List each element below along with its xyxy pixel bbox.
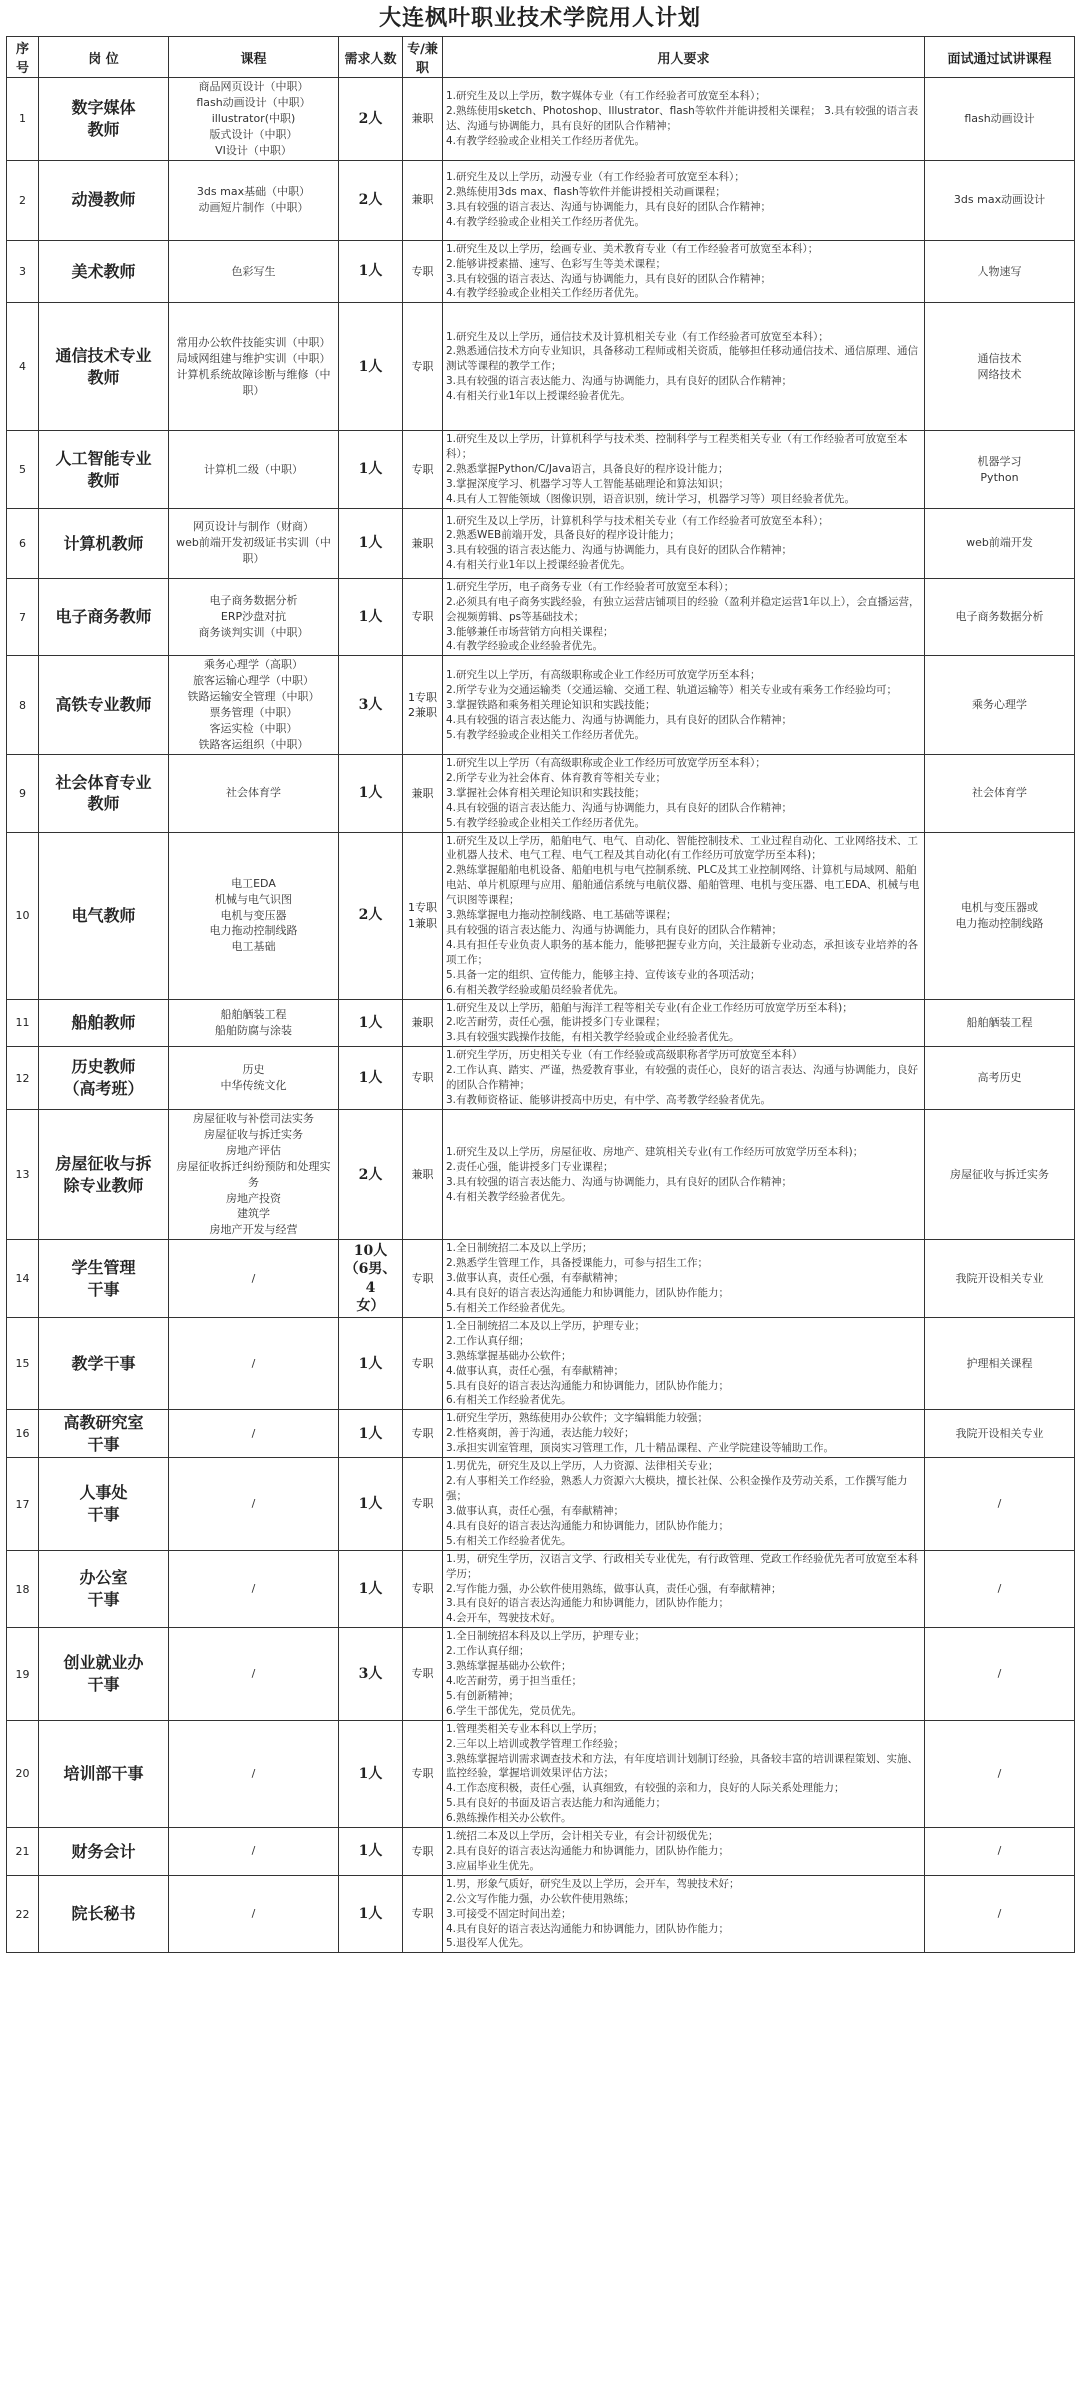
course-list: / [169, 1628, 339, 1720]
row-no: 15 [7, 1317, 39, 1409]
table-body [7, 78, 1075, 1953]
post-name: 院长秘书 [39, 1875, 169, 1953]
job-type: 专职 [403, 1828, 443, 1876]
post-name: 高铁专业教师 [39, 656, 169, 755]
post-name: 财务会计 [39, 1828, 169, 1876]
job-type: 专职 [403, 1240, 443, 1318]
course-list: / [169, 1458, 339, 1550]
job-type: 专职 [403, 1875, 443, 1953]
post-name: 人工智能专业 教师 [39, 431, 169, 509]
requirements: 1.全日制统招二本及以上学历，护理专业； 2.工作认真仔细； 3.熟练掌握基础办公软件； 4.做事认真，责任心强，有奉献精神； 5.具有良好的语言表达沟通能力和协调能力，团队协作能力； 6.有相关工作经验者优先。 [443, 1317, 925, 1409]
job-type: 兼职 [403, 999, 443, 1047]
demo-course: 社会体育学 [925, 755, 1075, 833]
row-no: 1 [7, 78, 39, 161]
course-list: 船舶舾装工程 船舶防腐与涂装 [169, 999, 339, 1047]
headcount: 2人 [339, 832, 403, 999]
demo-course: 电子商务数据分析 [925, 578, 1075, 656]
course-list: 色彩写生 [169, 240, 339, 303]
table-row [7, 1047, 1075, 1110]
col-header-demo-course: 面试通过试讲课程 [925, 37, 1075, 78]
row-no: 12 [7, 1047, 39, 1110]
row-no: 22 [7, 1875, 39, 1953]
table-row [7, 1109, 1075, 1240]
requirements: 1.男，研究生学历，汉语言文学、行政相关专业优先，有行政管理、党政工作经验优先者可放宽至本科学历； 2.写作能力强，办公软件使用熟练，做事认真，责任心强，有奉献精神； 3.具有良好的语言表达沟通能力和协调能力，团队协作能力； 4.会开车，驾驶技术好。 [443, 1550, 925, 1628]
table-row [7, 1550, 1075, 1628]
row-no: 8 [7, 656, 39, 755]
requirements: 1.研究生以上学历，有高级职称或企业工作经历可放宽学历至本科； 2.所学专业为交通运输类（交通运输、交通工程、轨道运输等）相关专业或有乘务工作经验均可； 3.掌握铁路和乘务相关理论知识和实践技能； 4.具有较强的语言表达能力、沟通与协调能力，具有良好的团队合作精神； 5.有教学经验或企业相关工作经历者优先。 [443, 656, 925, 755]
row-no: 9 [7, 755, 39, 833]
table-row [7, 755, 1075, 833]
job-type: 专职 [403, 431, 443, 509]
demo-course: 护理相关课程 [925, 1317, 1075, 1409]
demo-course: flash动画设计 [925, 78, 1075, 161]
job-type: 专职 [403, 240, 443, 303]
post-name: 培训部干事 [39, 1720, 169, 1827]
table-row [7, 832, 1075, 999]
requirements: 1.研究生及以上学历，绘画专业、美术教育专业（有工作经验者可放宽至本科）； 2.能够讲授素描、速写、色彩写生等美术课程； 3.具有较强的语言表达、沟通与协调能力，具有良好的团队合作精神； 4.有教学经验或企业相关工作经历者优先。 [443, 240, 925, 303]
row-no: 6 [7, 508, 39, 578]
job-type: 兼职 [403, 78, 443, 161]
demo-course: 高考历史 [925, 1047, 1075, 1110]
requirements: 1.研究生学历，历史相关专业（有工作经验或高级职称者学历可放宽至本科） 2.工作认真、踏实、严谨，热爱教育事业，有较强的责任心，良好的语言表达、沟通与协调能力，良好的团队合作精神； 3.有教师资格证、能够讲授高中历史，有中学、高考教学经验者优先。 [443, 1047, 925, 1110]
post-name: 创业就业办 干事 [39, 1628, 169, 1720]
table-row [7, 1875, 1075, 1953]
post-name: 电气教师 [39, 832, 169, 999]
demo-course: 3ds max动画设计 [925, 160, 1075, 240]
demo-course: 通信技术 网络技术 [925, 303, 1075, 431]
job-type: 兼职 [403, 755, 443, 833]
col-header-type: 专/兼职 [403, 37, 443, 78]
demo-course: web前端开发 [925, 508, 1075, 578]
table-row [7, 303, 1075, 431]
table-row [7, 431, 1075, 509]
job-type: 专职 [403, 1410, 443, 1458]
requirements: 1.研究生及以上学历，船舶与海洋工程等相关专业(有企业工作经历可放宽学历至本科)； 2.吃苦耐劳，责任心强，能讲授多门专业课程； 3.具有较强实践操作技能，有相关教学经验或企业经验者优先。 [443, 999, 925, 1047]
table-row [7, 1317, 1075, 1409]
requirements: 1.研究生及以上学历，通信技术及计算机相关专业（有工作经验者可放宽至本科）； 2.熟悉通信技术方向专业知识，具备移动工程师或相关资质，能够担任移动通信技术、通信原理、通信测试等课程的教学工作； 3.具有较强的语言表达能力、沟通与协调能力，具有良好的团队合作精神； 4.有相关行业1年以上授课经验者优先。 [443, 303, 925, 431]
row-no: 19 [7, 1628, 39, 1720]
table-row [7, 240, 1075, 303]
post-name: 动漫教师 [39, 160, 169, 240]
post-name: 高教研究室 干事 [39, 1410, 169, 1458]
post-name: 美术教师 [39, 240, 169, 303]
post-name: 学生管理 干事 [39, 1240, 169, 1318]
recruitment-table [6, 36, 1075, 1953]
col-header-course: 课程 [169, 37, 339, 78]
job-type: 1专职 1兼职 [403, 832, 443, 999]
table-row [7, 160, 1075, 240]
headcount: 1人 [339, 755, 403, 833]
row-no: 11 [7, 999, 39, 1047]
post-name: 历史教师 （高考班） [39, 1047, 169, 1110]
row-no: 18 [7, 1550, 39, 1628]
table-header-row [7, 37, 1075, 78]
course-list: 历史 中华传统文化 [169, 1047, 339, 1110]
headcount: 3人 [339, 656, 403, 755]
row-no: 17 [7, 1458, 39, 1550]
col-header-requirements: 用人要求 [443, 37, 925, 78]
row-no: 14 [7, 1240, 39, 1318]
row-no: 7 [7, 578, 39, 656]
post-name: 人事处 干事 [39, 1458, 169, 1550]
table-row [7, 78, 1075, 161]
job-type: 专职 [403, 578, 443, 656]
course-list: 计算机二级（中职） [169, 431, 339, 509]
requirements: 1.研究生及以上学历，房屋征收、房地产、建筑相关专业(有工作经历可放宽学历至本科)； 2.责任心强，能讲授多门专业课程； 3.具有较强的语言表达能力、沟通与协调能力，具有良好的团队合作精神； 4.有相关教学经验者优先。 [443, 1109, 925, 1240]
table-row [7, 1458, 1075, 1550]
requirements: 1.男，形象气质好，研究生及以上学历，会开车，驾驶技术好； 2.公文写作能力强，办公软件使用熟练； 3.可接受不固定时间出差； 4.具有良好的语言表达沟通能力和协调能力，团队协作能力； 5.退役军人优先。 [443, 1875, 925, 1953]
row-no: 3 [7, 240, 39, 303]
demo-course: 船舶舾装工程 [925, 999, 1075, 1047]
headcount: 2人 [339, 160, 403, 240]
table-row [7, 656, 1075, 755]
row-no: 2 [7, 160, 39, 240]
post-name: 通信技术专业 教师 [39, 303, 169, 431]
headcount: 10人 （6男、4 女） [339, 1240, 403, 1318]
requirements: 1.研究生及以上学历，计算机科学与技术相关专业（有工作经验者可放宽至本科）； 2.熟悉WEB前端开发，具备良好的程序设计能力； 3.具有较强的语言表达能力、沟通与协调能力，具有良好的团队合作精神； 4.有相关行业1年以上授课经验者优先。 [443, 508, 925, 578]
job-type: 专职 [403, 1047, 443, 1110]
demo-course: 人物速写 [925, 240, 1075, 303]
post-name: 电子商务教师 [39, 578, 169, 656]
table-row [7, 508, 1075, 578]
course-list: / [169, 1550, 339, 1628]
post-name: 社会体育专业 教师 [39, 755, 169, 833]
demo-course: / [925, 1628, 1075, 1720]
requirements: 1.研究生及以上学历，计算机科学与技术类、控制科学与工程类相关专业（有工作经验者可放宽至本科）； 2.熟悉掌握Python/C/Java语言，具备良好的程序设计能力； 3.掌握深度学习、机器学习等人工智能基础理论和算法知识； 4.具有人工智能领域（图像识别，语音识别，统计学习，机器学习等）项目经验者优先。 [443, 431, 925, 509]
demo-course: 机器学习 Python [925, 431, 1075, 509]
demo-course: 我院开设相关专业 [925, 1410, 1075, 1458]
table-row [7, 1240, 1075, 1318]
job-type: 专职 [403, 303, 443, 431]
col-header-no: 序号 [7, 37, 39, 78]
headcount: 2人 [339, 78, 403, 161]
post-name: 数字媒体 教师 [39, 78, 169, 161]
row-no: 21 [7, 1828, 39, 1876]
demo-course: / [925, 1550, 1075, 1628]
course-list: 房屋征收与补偿司法实务 房屋征收与拆迁实务 房地产评估 房屋征收拆迁纠纷预防和处理实务 房地产投资 建筑学 房地产开发与经营 [169, 1109, 339, 1240]
job-type: 专职 [403, 1317, 443, 1409]
headcount: 2人 [339, 1109, 403, 1240]
table-row [7, 578, 1075, 656]
headcount: 1人 [339, 1550, 403, 1628]
job-type: 1专职 2兼职 [403, 656, 443, 755]
demo-course: / [925, 1875, 1075, 1953]
demo-course: 乘务心理学 [925, 656, 1075, 755]
job-type: 专职 [403, 1720, 443, 1827]
demo-course: 我院开设相关专业 [925, 1240, 1075, 1318]
headcount: 1人 [339, 1317, 403, 1409]
requirements: 1.研究生及以上学历，船舶电气、电气、自动化、智能控制技术、工业过程自动化、工业网络技术、工业机器人技术、电气工程、电气工程及其自动化(有工作经历可放宽学历至本科)； 2.熟练掌握船舶电机设备、船舶电机与电气控制系统、PLC及其工业控制网络、计算机与局域网、船舶电站、单片机原理与应用、船舶通信系统与电航仪器、船舶管理、电机与变压器、电工EDA、机械与电气识图等课程； 3.熟练掌握电力拖动控制线路、电工基础等课程； 具有较强的语言表达能力、沟通与协调能力，具有良好的团队合作精神； 4.具有担任专业负责人职务的基本能力，能够把握专业方向，关注最新专业动态，承担该专业培养的各项工作； 5.具备一定的组织、宣传能力，能够主持、宣传该专业的各项活动； 6.有相关教学经验或船员经验者优先。 [443, 832, 925, 999]
post-name: 船舶教师 [39, 999, 169, 1047]
headcount: 1人 [339, 1875, 403, 1953]
job-type: 兼职 [403, 508, 443, 578]
post-name: 房屋征收与拆 除专业教师 [39, 1109, 169, 1240]
headcount: 1人 [339, 1828, 403, 1876]
course-list: / [169, 1875, 339, 1953]
job-type: 专职 [403, 1550, 443, 1628]
course-list: 商品网页设计（中职） flash动画设计（中职） illustrator(中职) 版式设计（中职） VI设计（中职） [169, 78, 339, 161]
demo-course: / [925, 1720, 1075, 1827]
row-no: 20 [7, 1720, 39, 1827]
headcount: 1人 [339, 1410, 403, 1458]
requirements: 1.研究生学历，熟练使用办公软件；文字编辑能力较强； 2.性格爽朗，善于沟通，表达能力较好； 3.承担实训室管理，顶岗实习管理工作，几十精品课程、产业学院建设等辅助工作。 [443, 1410, 925, 1458]
row-no: 16 [7, 1410, 39, 1458]
headcount: 1人 [339, 1720, 403, 1827]
requirements: 1.研究生及以上学历，动漫专业（有工作经验者可放宽至本科）； 2.熟练使用3ds max、flash等软件并能讲授相关动画课程； 3.具有较强的语言表达、沟通与协调能力，具有良好的团队合作精神； 4.有教学经验或企业相关工作经历者优先。 [443, 160, 925, 240]
row-no: 13 [7, 1109, 39, 1240]
requirements: 1.统招二本及以上学历，会计相关专业，有会计初级优先； 2.具有良好的语言表达沟通能力和协调能力，团队协作能力； 3.应届毕业生优先。 [443, 1828, 925, 1876]
demo-course: 电机与变压器或 电力拖动控制线路 [925, 832, 1075, 999]
post-name: 办公室 干事 [39, 1550, 169, 1628]
course-list: / [169, 1410, 339, 1458]
job-type: 专职 [403, 1628, 443, 1720]
post-name: 教学干事 [39, 1317, 169, 1409]
course-list: 社会体育学 [169, 755, 339, 833]
headcount: 1人 [339, 303, 403, 431]
requirements: 1.全日制统招二本及以上学历； 2.熟悉学生管理工作，具备授课能力，可参与招生工作； 3.做事认真，责任心强，有奉献精神； 4.具有良好的语言表达沟通能力和协调能力，团队协作能力； 5.有相关工作经验者优先。 [443, 1240, 925, 1318]
requirements: 1.全日制统招本科及以上学历，护理专业； 2.工作认真仔细； 3.熟练掌握基础办公软件； 4.吃苦耐劳，勇于担当重任； 5.有创新精神； 6.学生干部优先，党员优先。 [443, 1628, 925, 1720]
headcount: 1人 [339, 999, 403, 1047]
col-header-count: 需求人数 [339, 37, 403, 78]
table-row [7, 1720, 1075, 1827]
course-list: 乘务心理学（高职） 旅客运输心理学（中职） 铁路运输安全管理（中职） 票务管理（中职） 客运实检（中职） 铁路客运组织（中职） [169, 656, 339, 755]
page-title: 大连枫叶职业技术学院用人计划 [378, 5, 701, 31]
demo-course: 房屋征收与拆迁实务 [925, 1109, 1075, 1240]
course-list: 电子商务数据分析 ERP沙盘对抗 商务谈判实训（中职） [169, 578, 339, 656]
requirements: 1.管理类相关专业本科以上学历； 2.三年以上培训或教学管理工作经验； 3.熟练掌握培训需求调查技术和方法，有年度培训计划制订经验，具备较丰富的培训课程策划、实施、监控经验，掌握培训效果评估方法； 4.工作态度积极，责任心强，认真细致，有较强的亲和力，良好的人际关系处理能力； 5.具有良好的书面及语言表达能力和沟通能力； 6.熟练操作相关办公软件。 [443, 1720, 925, 1827]
row-no: 10 [7, 832, 39, 999]
course-list: / [169, 1828, 339, 1876]
row-no: 5 [7, 431, 39, 509]
table-row [7, 1628, 1075, 1720]
course-list: / [169, 1720, 339, 1827]
requirements: 1.研究生以上学历（有高级职称或企业工作经历可放宽学历至本科）； 2.所学专业为社会体育、体育教育等相关专业； 3.掌握社会体育相关理论知识和实践技能； 4.具有较强的语言表达能力、沟通与协调能力，具有良好的团队合作精神； 5.有教学经验或企业相关工作经历者优先。 [443, 755, 925, 833]
requirements: 1.研究生学历，电子商务专业（有工作经验者可放宽至本科）； 2.必须具有电子商务实践经验，有独立运营店铺项目的经验（盈利并稳定运营1年以上），会直播运营，会视频剪辑、ps等基础技术； 3.能够兼任市场营销方向相关课程； 4.有教学经验或企业经验者优先。 [443, 578, 925, 656]
table-row [7, 1410, 1075, 1458]
course-list: / [169, 1317, 339, 1409]
requirements: 1.男优先，研究生及以上学历，人力资源、法律相关专业； 2.有人事相关工作经验，熟悉人力资源六大模块，擅长社保、公积金操作及劳动关系，工作撰写能力强； 3.做事认真，责任心强，有奉献精神； 4.具有良好的语言表达沟通能力和协调能力，团队协作能力； 5.有相关工作经验者优先。 [443, 1458, 925, 1550]
post-name: 计算机教师 [39, 508, 169, 578]
course-list: 电工EDA 机械与电气识图 电机与变压器 电力拖动控制线路 电工基础 [169, 832, 339, 999]
course-list: 3ds max基础（中职） 动画短片制作（中职） [169, 160, 339, 240]
headcount: 1人 [339, 508, 403, 578]
headcount: 1人 [339, 1047, 403, 1110]
table-row [7, 1828, 1075, 1876]
headcount: 1人 [339, 578, 403, 656]
col-header-post: 岗 位 [39, 37, 169, 78]
course-list: 网页设计与制作（财商） web前端开发初级证书实训（中职） [169, 508, 339, 578]
course-list: / [169, 1240, 339, 1318]
headcount: 3人 [339, 1628, 403, 1720]
job-type: 兼职 [403, 1109, 443, 1240]
table-row [7, 999, 1075, 1047]
headcount: 1人 [339, 240, 403, 303]
demo-course: / [925, 1458, 1075, 1550]
job-type: 专职 [403, 1458, 443, 1550]
headcount: 1人 [339, 1458, 403, 1550]
job-type: 兼职 [403, 160, 443, 240]
headcount: 1人 [339, 431, 403, 509]
requirements: 1.研究生及以上学历，数字媒体专业（有工作经验者可放宽至本科）； 2.熟练使用sketch、Photoshop、Illustrator、flash等软件并能讲授相关课程； 3.具有较强的语言表达、沟通与协调能力，具有良好的团队合作精神； 4.有教学经验或企业相关工作经历者优先。 [443, 78, 925, 161]
demo-course: / [925, 1828, 1075, 1876]
row-no: 4 [7, 303, 39, 431]
course-list: 常用办公软件技能实训（中职） 局域网组建与维护实训（中职） 计算机系统故障诊断与维修（中职） [169, 303, 339, 431]
